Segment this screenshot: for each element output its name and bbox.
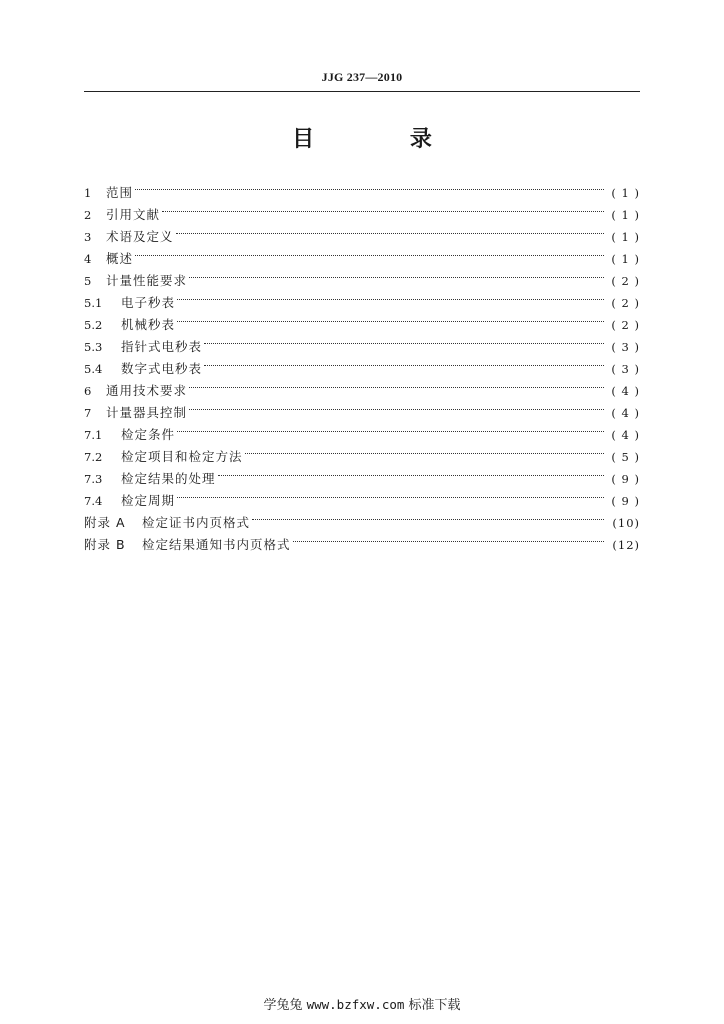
toc-dot-leader [204, 329, 604, 351]
toc-entry-page: ( 1 ) [611, 230, 640, 244]
toc-entry-number: 7 [84, 406, 92, 420]
toc-entry-title: 范围 [106, 185, 134, 200]
toc-entry-5[interactable] [84, 263, 640, 288]
toc-entry-title: 指针式电秒表 [121, 339, 203, 354]
toc-dot-leader [176, 219, 604, 241]
toc-entry-number: 6 [84, 384, 92, 398]
toc-dot-leader [135, 175, 604, 197]
toc-entry-title: 检定周期 [121, 493, 176, 508]
toc-entry-4[interactable] [84, 241, 640, 266]
toc-entry-number: 附录 B [84, 537, 126, 552]
toc-dot-leader [245, 439, 604, 461]
toc-entry-number: 7.1 [84, 428, 103, 442]
toc-dot-leader [204, 351, 604, 373]
toc-dot-leader [177, 307, 604, 329]
toc-dot-leader [218, 461, 604, 483]
toc-entry-title: 机械秒表 [121, 317, 176, 332]
footer-suffix: 标准下载 [404, 998, 461, 1013]
toc-entry-title: 检定结果通知书内页格式 [142, 537, 291, 552]
toc-dot-leader [252, 505, 604, 527]
toc-entry-title: 概述 [106, 251, 134, 266]
document-code-header: JJG 237—2010 [321, 70, 403, 84]
footer-watermark [0, 994, 724, 1013]
toc-dot-leader [135, 241, 604, 263]
toc-entry-page: ( 5 ) [611, 450, 640, 464]
toc-dot-leader [177, 417, 604, 439]
toc-entry-number: 附录 A [84, 515, 126, 530]
toc-dot-leader [189, 263, 604, 285]
toc-entry-page: ( 2 ) [611, 296, 640, 310]
page-title: 目 录 [292, 127, 476, 152]
toc-entry-page: ( 4 ) [611, 428, 640, 442]
toc-dot-leader [189, 373, 604, 395]
header-rule [84, 91, 640, 92]
toc-entry-1[interactable] [84, 175, 640, 200]
toc-entry-page: ( 2 ) [611, 318, 640, 332]
toc-entry-page: ( 9 ) [611, 494, 640, 508]
toc-entry-page: ( 3 ) [611, 340, 640, 354]
toc-entry-number: 4 [84, 252, 92, 266]
toc-entry-title: 通用技术要求 [106, 383, 188, 398]
toc-entry-page: ( 4 ) [611, 384, 640, 398]
toc-entry-page: ( 1 ) [611, 186, 640, 200]
toc-dot-leader [177, 483, 604, 505]
toc-entry-number: 5 [84, 274, 92, 288]
toc-entry-page: (12) [612, 538, 640, 552]
toc-entry-number: 5.1 [84, 296, 103, 310]
toc-entry-number: 5.3 [84, 340, 103, 354]
toc-dot-leader [293, 527, 604, 549]
toc-entry-title: 引用文献 [106, 207, 161, 222]
toc-entry-title: 计量器具控制 [106, 405, 188, 420]
toc-entry-number: 7.2 [84, 450, 103, 464]
toc-entry-title: 检定证书内页格式 [142, 515, 251, 530]
toc-entry-page: ( 1 ) [611, 252, 640, 266]
toc-entry-number: 3 [84, 230, 92, 244]
footer-prefix: 学兔兔 [263, 998, 307, 1013]
toc-entry-page: ( 9 ) [611, 472, 640, 486]
toc-entry-title: 检定条件 [121, 427, 176, 442]
toc-entry-number: 5.4 [84, 362, 103, 376]
toc-entry-page: (10) [612, 516, 640, 530]
toc-entry-title: 术语及定义 [106, 229, 174, 244]
toc-entry-title: 计量性能要求 [106, 273, 188, 288]
toc-entry-number: 7.3 [84, 472, 103, 486]
table-of-contents [84, 175, 640, 552]
toc-entry-2[interactable] [84, 197, 640, 222]
toc-entry-number: 2 [84, 208, 92, 222]
toc-dot-leader [189, 395, 604, 417]
toc-entry-number: 1 [84, 186, 92, 200]
toc-entry-page: ( 4 ) [611, 406, 640, 420]
footer-site-link[interactable]: www.bzfxw.com [306, 997, 405, 1012]
toc-entry-page: ( 3 ) [611, 362, 640, 376]
toc-entry-page: ( 2 ) [611, 274, 640, 288]
toc-dot-leader [162, 197, 604, 219]
toc-entry-title: 检定项目和检定方法 [121, 449, 243, 464]
toc-dot-leader [177, 285, 604, 307]
toc-entry-title: 电子秒表 [121, 295, 176, 310]
toc-entry-title: 检定结果的处理 [121, 471, 216, 486]
toc-entry-title: 数字式电秒表 [121, 361, 203, 376]
toc-entry-number: 5.2 [84, 318, 103, 332]
toc-entry-page: ( 1 ) [611, 208, 640, 222]
toc-entry-number: 7.4 [84, 494, 103, 508]
toc-entry-3[interactable] [84, 219, 640, 244]
